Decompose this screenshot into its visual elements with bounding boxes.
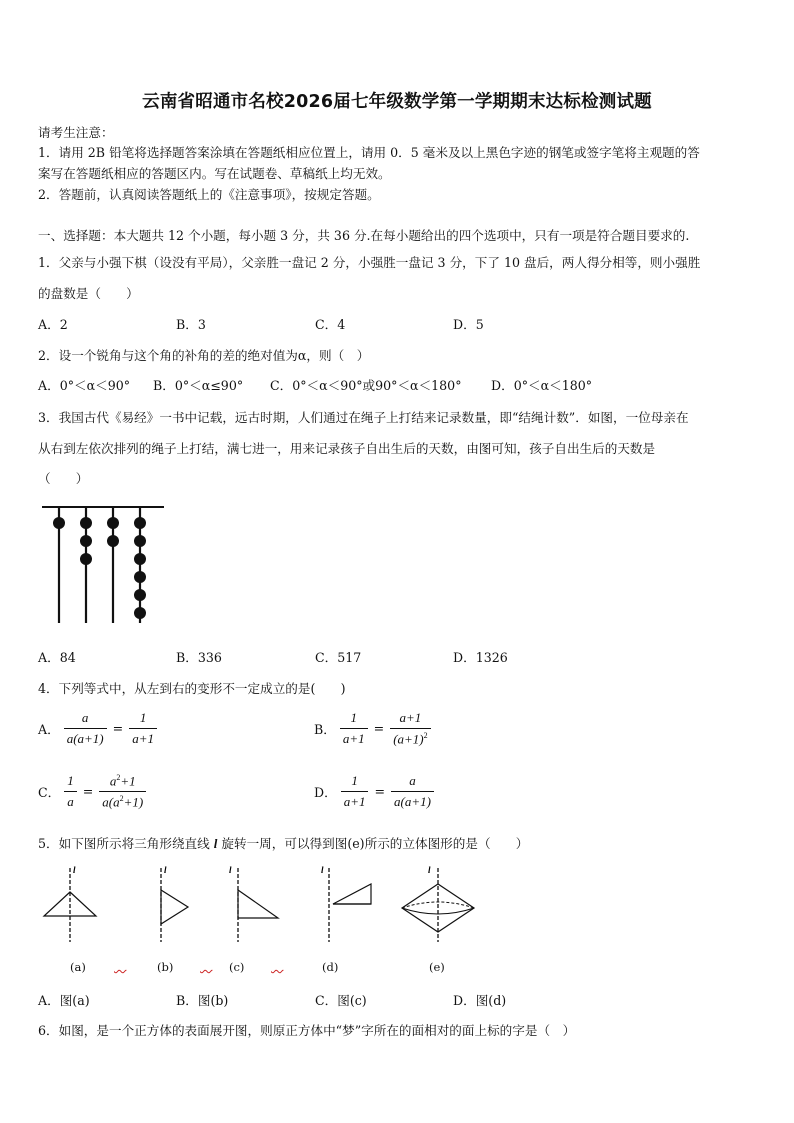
q2-option-c: C．0°＜α＜90°或90°＜α＜180° [270,378,462,393]
q1-option-c: C．4 [315,317,346,332]
fraction-numerator: 1 [351,773,358,788]
numerator-tail: +1 [120,773,136,789]
q3-option-a: A．84 [38,650,76,665]
q4-option-c-left-fraction [64,773,77,810]
knot-rope-figure [38,498,168,628]
figure-b [161,865,188,942]
q3-stem-line-1: 3．我国古代《易经》一书中记载，远古时期，人们通过在绳子上打结来记录数量，即“结绳计数”．如图，一位母亲在 [38,410,689,425]
q4-option-b-right-fraction [390,710,430,747]
q2-option-a: A．0°＜α＜90° [38,378,131,393]
q4-option-a-left-fraction [64,710,107,747]
knot [107,517,119,529]
svg-text:l: l [428,865,431,875]
q5-stem [38,833,528,852]
equals-sign: = [112,721,124,736]
q4-option-d-right-fraction [391,773,434,810]
figure-a [44,865,96,942]
q4-option-c-label: C． [38,785,61,801]
exponent: 2 [116,773,121,782]
fraction-numerator: a+1 [399,710,422,725]
svg-text:l: l [73,865,76,875]
q4-option-c-right-fraction [99,773,146,811]
fraction-denominator: a+1 [129,728,157,747]
fraction-denominator: a+1 [340,728,368,747]
fraction-numerator: a [81,710,89,725]
q4-option-b-label: B． [314,722,336,738]
notice-heading: 请考生注意： [38,125,114,140]
q4-option-d-left-fraction [341,773,369,810]
q6-stem: 6．如图，是一个正方体的表面展开图，则原正方体中“梦”字所在的面相对的面上标的字是（ ） [38,1023,576,1038]
q3-option-c: C．517 [315,650,362,665]
exponent: 2 [119,794,124,804]
wavy-mark [271,958,283,971]
svg-text:l: l [321,865,324,875]
fraction-numerator: 1 [350,710,357,726]
svg-text:l: l [164,865,167,875]
figure-c [229,865,278,942]
q5-option-b: B．图(b) [176,993,229,1008]
wavy-mark [114,958,126,971]
fraction-denominator: a(a+1) [391,791,434,810]
section-heading: 一、选择题：本大题共 12 个小题，每小题 3 分，共 36 分.在每小题给出的四个选项中，只有一项是符合题目要求的. [38,228,690,243]
notice-item-1-line-1: 1．请用 2B 铅笔将选择题答案涂填在答题纸相应位置上，请用 0．5 毫米及以上黑色字迹的钢笔或签字笔将主观题的答 [38,145,700,160]
q5-option-d: D．图(d) [453,993,507,1008]
q4-option-a-label: A． [38,722,60,737]
q4-stem: 4．下列等式中，从左到右的变形不一定成立的是( ) [38,681,346,696]
figure-e-caption: (e) [429,960,445,974]
knot [134,589,146,601]
figure-a-caption: (a) [70,960,86,974]
q5-option-a: A．图(a) [38,993,90,1008]
fraction-denominator: a(a+1) [64,728,107,747]
denominator-tail: +1) [123,794,144,810]
q4-option-b-left-fraction [340,710,368,747]
fraction-numerator: 1 [139,710,147,725]
denominator-base: (a+1) [393,731,424,747]
rotation-figures [36,862,486,944]
q5-option-c: C．图(c) [315,993,367,1008]
exponent: 2 [423,731,428,740]
figure-e [402,865,474,942]
knot [134,517,146,529]
figure-d-caption: (d) [322,960,339,974]
notice-item-1-line-2: 案写在答题纸相应的答题区内。写在试题卷、草稿纸上均无效。 [38,166,391,181]
equals-sign: = [373,721,385,737]
denominator-head: a(a [102,794,120,810]
figure-c-caption: (c) [229,960,245,974]
q2-option-b: B．0°＜α≤90° [153,378,244,393]
knot [107,535,119,547]
knot [134,553,146,565]
q4-option-a [38,710,157,747]
wavy-mark [200,958,212,971]
fraction-numerator: a [409,773,416,788]
q1-option-b: B．3 [176,317,206,332]
q4-option-d-label: D． [314,785,337,800]
equals-sign: = [374,784,386,799]
q4-option-b [314,710,431,747]
knot [134,607,146,619]
fraction-denominator [390,728,430,747]
q2-option-d: D．0°＜α＜180° [491,378,593,393]
q3-stem-line-2: 从右到左依次排列的绳子上打结，满七进一，用来记录孩子自出生后的天数，由图可知，孩子自出生后的天数是 [38,441,656,456]
equals-sign: = [82,784,94,800]
knot [80,553,92,565]
q5-stem-var: l [213,836,218,851]
figure-d [321,865,371,942]
q4-option-d [314,773,434,810]
q3-stem-line-3: （ ） [38,471,89,486]
fraction-denominator [99,791,146,810]
fraction-numerator [99,773,146,791]
q1-option-d: D．5 [453,317,484,332]
q1-stem-line-1: 1．父亲与小强下棋（设没有平局），父亲胜一盘记 2 分，小强胜一盘记 3 分，下了 10 盘后，两人得分相等，则小强胜 [38,255,701,270]
knot [134,535,146,547]
fraction-denominator: a+1 [341,791,369,810]
page-title: 云南省昭通市名校2026届七年级数学第一学期期末达标检测试题 [142,92,652,112]
notice-item-2: 2．答题前，认真阅读答题纸上的《注意事项》，按规定答题。 [38,187,380,202]
figure-b-caption: (b) [157,960,174,974]
fraction-denominator: a [64,791,77,810]
q4-option-a-right-fraction [129,710,157,747]
q1-option-a: A．2 [38,317,68,332]
q5-stem-post: 旋转一周，可以得到图(e)所示的立体图形的是（ ） [217,836,529,851]
q2-stem: 2．设一个锐角与这个角的补角的差的绝对值为α，则（ ） [38,348,370,363]
knot [134,571,146,583]
svg-text:l: l [229,865,232,875]
knot [80,517,92,529]
q4-option-c [38,773,146,811]
knot [80,535,92,547]
numerator-base: a [109,773,117,789]
knot [53,517,65,529]
fraction-numerator: 1 [67,773,74,789]
q3-option-b: B．336 [176,650,222,665]
q5-stem-pre: 5．如下图所示将三角形绕直线 [38,836,214,851]
q3-option-d: D．1326 [453,650,508,665]
q1-stem-line-2: 的盘数是（ ） [38,286,139,301]
